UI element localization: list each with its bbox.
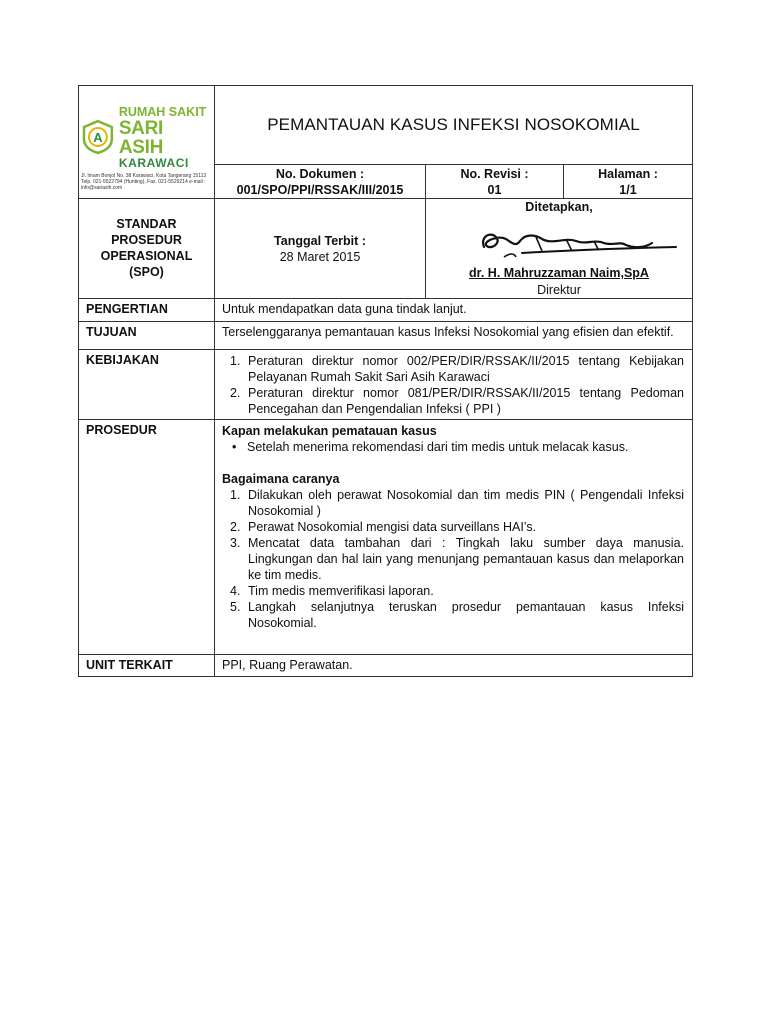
- director-name: dr. H. Mahruzzaman Naim,SpA: [469, 266, 649, 280]
- list-item: Tim medis memverifikasi laporan.: [248, 584, 434, 598]
- pengertian-label: PENGERTIAN: [79, 299, 215, 322]
- prosedur-label: PROSEDUR: [79, 420, 215, 655]
- spo-document-table: [78, 85, 693, 677]
- revision-cell: [426, 165, 564, 199]
- pengertian-text: Untuk mendapatkan data guna tindak lanjut.: [215, 299, 693, 322]
- logo-line-1: RUMAH SAKIT: [118, 105, 207, 119]
- prosedur-steps-list: [222, 487, 684, 631]
- list-item: Peraturan direktur nomor 002/PER/DIR/RSSAK/II/2015 tentang Kebijakan Pelayanan Rumah Sakit Sari Asih Karawaci: [248, 354, 684, 384]
- logo-line-2: SARI ASIH: [118, 117, 164, 158]
- kebijakan-list: [222, 353, 684, 417]
- spo-line-4: (SPO): [129, 265, 164, 279]
- logo-line-3: KARAWACI: [118, 155, 189, 170]
- list-item: Mencatat data tambahan dari : Tingkah laku sumber daya manusia. Lingkungan dan hal lain yang menunjang pemantauan kasus dan melaporkan ke tim medis.: [248, 536, 684, 582]
- spo-line-3: OPERASIONAL: [100, 249, 193, 263]
- page-label: Halaman :: [598, 167, 658, 181]
- unit-terkait-label: UNIT TERKAIT: [79, 655, 215, 677]
- spo-label-cell: [79, 199, 215, 299]
- prosedur-how-heading: Bagaimana caranya: [222, 472, 340, 486]
- kebijakan-label: KEBIJAKAN: [79, 350, 215, 420]
- list-item: Perawat Nosokomial mengisi data surveillans HAI’s.: [248, 520, 537, 534]
- svg-text:A: A: [93, 130, 103, 146]
- list-item: Peraturan direktur nomor 081/PER/DIR/RSSAK/II/2015 tentang Pedoman Pencegahan dan Pengendalian Infeksi ( PPI ): [248, 386, 684, 416]
- approval-cell: [426, 199, 693, 299]
- hospital-logo: [81, 106, 211, 191]
- page-value: 1/1: [619, 183, 637, 197]
- document-number-value: 001/SPO/PPI/RSSAK/III/2015: [236, 183, 404, 197]
- hospital-logo-cell: [79, 86, 215, 199]
- unit-terkait-text: PPI, Ruang Perawatan.: [215, 655, 693, 677]
- revision-value: 01: [487, 183, 502, 197]
- list-item: Langkah selanjutnya teruskan prosedur pemantauan kasus Infeksi Nosokomial.: [248, 600, 684, 630]
- kebijakan-content: [215, 350, 693, 420]
- director-role: Direktur: [537, 283, 581, 297]
- document-number-cell: [215, 165, 426, 199]
- signature-icon: [476, 217, 686, 263]
- hospital-address: Jl. Imam Bonjol No. 38 Karawaci, Kota Tangerang 15113 Telp. 021-5522794 (Hunting), Fax. 021-5529214 e-mail : info@sariasih.com: [81, 172, 207, 191]
- tujuan-text: Terselenggaranya pemantauan kasus Infeksi Nosokomial yang efisien dan efektif.: [215, 322, 693, 350]
- approval-heading: Ditetapkan,: [525, 200, 593, 214]
- issue-date-value: 28 Maret 2015: [279, 250, 361, 264]
- spo-line-1: STANDAR: [116, 217, 177, 231]
- page-cell: [564, 165, 693, 199]
- document-title: PEMANTAUAN KASUS INFEKSI NOSOKOMIAL: [215, 86, 693, 165]
- prosedur-content: [215, 420, 693, 655]
- list-item: Dilakukan oleh perawat Nosokomial dan tim medis PIN ( Pengendali Infeksi Nosokomial ): [248, 488, 684, 518]
- issue-date-cell: [215, 199, 426, 299]
- document-number-label: No. Dokumen :: [275, 167, 365, 181]
- prosedur-when-list: [222, 439, 684, 455]
- hospital-emblem-icon: [81, 119, 115, 155]
- revision-label: No. Revisi :: [460, 167, 529, 181]
- tujuan-label: TUJUAN: [79, 322, 215, 350]
- prosedur-when-heading: Kapan melakukan pematauan kasus: [222, 424, 437, 438]
- spo-line-2: PROSEDUR: [111, 233, 182, 247]
- issue-date-label: Tanggal Terbit :: [274, 234, 366, 248]
- list-item: • Setelah menerima rekomendasi dari tim medis untuk melacak kasus.: [222, 439, 684, 455]
